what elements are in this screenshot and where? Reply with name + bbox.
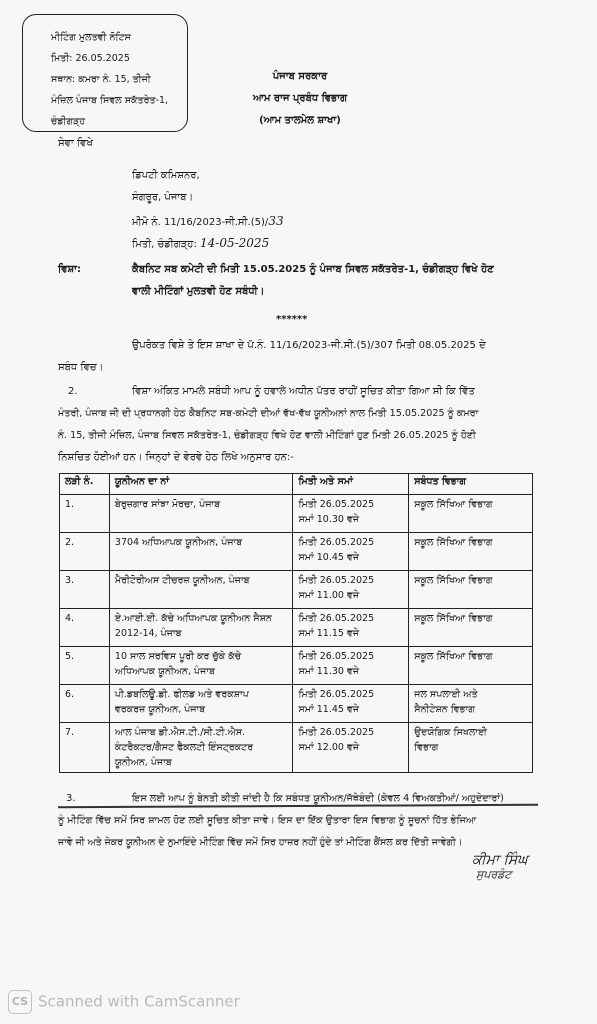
cell-date-time-text: ਮਿਤੀ 26.05.2025 [298,499,375,510]
cell-date-time-text: ਸਮਾਂ 12.00 ਵਜੇ [298,742,360,753]
para2-line-1: ਵਿਸ਼ਾ ਅੰਕਿਤ ਮਾਮਲੇ ਸਬੰਧੀ ਆਪ ਨੂੰ ਹਵਾਲੇ ਅਧੀਨ ਪੱਤਰ ਰਾਹੀਂ ਸੂਚਿਤ ਕੀਤਾ ਗਿਆ ਸੀ ਕਿ ਵਿੱਤ [132,386,475,397]
para2-line-2: ਮੰਤਰੀ, ਪੰਜਾਬ ਜੀ ਦੀ ਪ੍ਰਧਾਨਗੀ ਹੇਠ ਕੈਬਨਿਟ ਸਬ-ਕਮੇਟੀ ਦੀਆਂ ਵੱਖ-ਵੱਖ ਯੂਨੀਅਨਾਂ ਨਾਲ ਮਿਤੀ 15.05.2025 ਨੂੰ ਕਮਰਾ [58,408,479,419]
cell-union-text: ਏ.ਆਈ.ਈ. ਕੱਚੇ ਅਧਿਆਪਕ ਯੂਨੀਅਨ ਸੈਸ਼ਨ [114,613,272,624]
cell-date-time-text: ਮਿਤੀ 26.05.2025 [298,689,375,700]
table-row [60,609,533,647]
subject-line-1: ਕੈਬਨਿਟ ਸਬ ਕਮੇਟੀ ਦੀ ਮਿਤੀ 15.05.2025 ਨੂੰ ਪੰਜਾਬ ਸਿਵਲ ਸਕੱਤਰੇਤ-1, ਚੰਡੀਗੜ੍ਹ ਵਿਖੇ ਹੋਣ [132,264,494,275]
cell-serial-text: 3. [65,575,75,586]
cell-department [409,609,533,647]
cell-department-text: ਵਿਭਾਗ [414,742,439,753]
cell-union [109,647,293,685]
cell-union [109,495,293,533]
signature-name: ਕੀਮਾ ਸਿੰਘ [472,852,528,868]
cell-serial [60,685,110,723]
cell-date-time [293,533,409,571]
addressee-line-2: ਸੰਗਰੂਰ, ਪੰਜਾਬ। [132,192,194,203]
signature [472,852,528,882]
salutation: ਸੇਵਾ ਵਿਖੇ [58,138,93,149]
cell-date-time [293,723,409,773]
notice-place-line-2: ਮੰਜ਼ਿਲ ਪੰਜਾਬ ਸਿਵਲ ਸਕੱਤਰੇਤ-1, [51,95,169,106]
cell-department-text: ਸਕੂਲ ਸਿੱਖਿਆ ਵਿਭਾਗ [414,651,493,662]
para3-line-1: ਇਸ ਲਈ ਆਪ ਨੂੰ ਬੇਨਤੀ ਕੀਤੀ ਜਾਂਦੀ ਹੈ ਕਿ ਸਬੰਧਤ ਯੂਨੀਅਨ/ਜੱਥੇਬੰਦੀ (ਕੇਵਲ 4 ਵਿਅਕਤੀਆਂ/ ਅਹੁਦੇਦਾਰਾਂ) [132,793,504,804]
subject-label: ਵਿਸ਼ਾ: [58,264,81,275]
cell-date-time [293,685,409,723]
cell-department-text: ਸਕੂਲ ਸਿੱਖਿਆ ਵਿਭਾਗ [414,613,493,624]
table-row [60,571,533,609]
memo-date [132,236,269,250]
cell-department [409,571,533,609]
cell-department [409,647,533,685]
cell-union-text: ਬੇਰੁਜ਼ਗਾਰ ਸਾਂਝਾ ਮੋਰਚਾ, ਪੰਜਾਬ [114,499,221,510]
para2-line-3: ਨੰ. 15, ਤੀਜੀ ਮੰਜ਼ਿਲ, ਪੰਜਾਬ ਸਿਵਲ ਸਕੱਤਰੇਤ-1, ਚੰਡੀਗੜ੍ਹ ਵਿਖੇ ਹੋਣ ਵਾਲੀ ਮੀਟਿੰਗਾਂ ਹੁਣ ਮਿਤੀ 26.05.2025 ਨੂੰ ਹੋਣੀ [58,430,476,441]
cell-serial [60,571,110,609]
notice-place-line-1: ਸਥਾਨ: ਕਮਰਾ ਨੰ. 15, ਤੀਜੀ [51,74,151,85]
cell-date-time [293,571,409,609]
cell-date-time-text: ਮਿਤੀ 26.05.2025 [298,727,375,738]
cell-department [409,723,533,773]
addressee-line-1: ਡਿਪਟੀ ਕਮਿਸ਼ਨਰ, [132,170,200,181]
table-row [60,723,533,773]
cell-date-time-text: ਸਮਾਂ 11.00 ਵਜੇ [298,590,360,601]
meetings-table [59,473,533,773]
para1-line-1: ਉਪਰੋਕਤ ਵਿਸ਼ੇ ਤੇ ਇਸ ਸ਼ਾਖਾ ਦੇ ਪੱ.ਨੰ. 11/16/2023-ਜੀ.ਸੀ.(5)/307 ਮਿਤੀ 08.05.2025 ਦੇ [132,340,486,351]
cell-department [409,533,533,571]
cell-serial [60,533,110,571]
notice-title: ਮੀਟਿੰਗ ਮੁਲਤਵੀ ਨੋਟਿਸ [51,32,131,43]
cell-department-text: ਸਕੂਲ ਸਿੱਖਿਆ ਵਿਭਾਗ [414,499,493,510]
cell-date-time-text: ਮਿਤੀ 26.05.2025 [298,613,375,624]
table-row [60,685,533,723]
table-row [60,495,533,533]
table-row [60,533,533,571]
cell-department-text: ਸਕੂਲ ਸਿੱਖਿਆ ਵਿਭਾਗ [414,537,493,548]
cell-serial-text: 6. [65,689,75,700]
cell-date-time-text: ਮਿਤੀ 26.05.2025 [298,575,375,586]
cell-serial [60,647,110,685]
para3-line-2: ਨੂੰ ਮੀਟਿੰਗ ਵਿੱਚ ਸਮੇਂ ਸਿਰ ਸ਼ਾਮਲ ਹੋਣ ਲਈ ਸੂਚਿਤ ਕੀਤਾ ਜਾਵੇ। ਇਸ ਦਾ ਇੱਕ ਉਤਾਰਾ ਇਸ ਵਿਭਾਗ ਨੂੰ ਸੂਚਨਾਂ ਹਿੱਤ ਭੇਜਿਆ [58,815,477,826]
cell-date-time-text: ਸਮਾਂ 11.45 ਵਜੇ [298,704,360,715]
cell-union [109,685,293,723]
memo-number-printed: ਮੀਮੋ ਨੰ. 11/16/2023-ਜੀ.ਸੀ.(5)/ [132,217,269,228]
cell-department-text: ਸੈਨੀਟੇਸ਼ਨ ਵਿਭਾਗ [414,704,475,715]
header-union: ਯੂਨੀਅਨ ਦਾ ਨਾਂ [109,474,293,495]
letterhead [230,66,370,132]
cell-serial-text: 4. [65,613,75,624]
cell-serial-text: 7. [65,727,75,738]
signature-title: ਸੁਪਰਡੰਟ [476,868,512,881]
memo-number [132,214,284,228]
cell-union-text: ਕੰਟਰੈਕਟਰ/ਗੈਸਟ ਫੈਕਲਟੀ ਇੰਸਟ੍ਰਕਟਰ [114,742,254,753]
cell-date-time-text: ਸਮਾਂ 10.30 ਵਜੇ [298,514,360,525]
para3-line-3: ਜਾਵੇ ਜੀ ਅਤੇ ਜੇਕਰ ਯੂਨੀਅਨ ਦੇ ਨੁਮਾਇੰਦੇ ਮੀਟਿੰਗ ਵਿੱਚ ਸਮੇਂ ਸਿਰ ਹਾਜ਼ਰ ਨਹੀਂ ਹੁੰਦੇ ਤਾਂ ਮੀਟਿੰਗ ਕੈਂਸਲ ਕਰ ਦਿੱਤੀ ਜਾਵੇਗੀ। [58,837,463,848]
separator-asterisks: ****** [276,314,308,325]
table-body [60,495,533,773]
memo-number-handwritten: 33 [268,214,284,228]
cell-department [409,685,533,723]
cell-date-time-text: ਮਿਤੀ 26.05.2025 [298,651,375,662]
cell-date-time [293,609,409,647]
cell-union [109,533,293,571]
camscanner-logo-icon: CS [8,990,32,1014]
cell-union-text: 10 ਸਾਲ ਸਰਵਿਸ ਪੂਰੀ ਕਰ ਚੁੱਕੇ ਕੱਚੇ [114,651,242,662]
cell-union [109,609,293,647]
letterhead-department: ਆਮ ਰਾਜ ਪ੍ਰਬੰਧ ਵਿਭਾਗ [252,93,348,104]
header-department: ਸਬੰਧਤ ਵਿਭਾਗ [409,474,533,495]
cell-union-text: ਵਰਕਰਜ਼ ਯੂਨੀਅਨ, ਪੰਜਾਬ [114,704,206,715]
cell-date-time-text: ਸਮਾਂ 11.30 ਵਜੇ [298,666,360,677]
cell-union [109,571,293,609]
cell-union-text: ਆਲ ਪੰਜਾਬ ਡੀ.ਐਸ.ਟੀ./ਸੀ.ਟੀ.ਐਸ. [114,727,246,738]
cell-union-text: ਪੀ.ਡਬਲਿਊ.ਡੀ. ਫੀਲਡ ਅਤੇ ਵਰਕਸ਼ਾਪ [114,689,249,700]
cell-union-text: ਯੂਨੀਅਨ, ਪੰਜਾਬ [114,757,172,768]
cell-department-text: ਉਦਯੋਗਿਕ ਸਿਖਲਾਈ [414,727,487,738]
memo-date-prefix: ਮਿਤੀ, ਚੰਡੀਗੜ੍ਹ: [132,239,197,250]
header-date-time: ਮਿਤੀ ਅਤੇ ਸਮਾਂ [293,474,409,495]
cell-date-time-text: ਸਮਾਂ 11.15 ਵਜੇ [298,628,360,639]
cell-date-time [293,647,409,685]
notice-place-line-3: ਚੰਡੀਗੜ੍ਹ [51,116,86,127]
cell-date-time [293,495,409,533]
cell-union-text: 2012-14, ਪੰਜਾਬ [114,628,182,639]
para3-number: 3. [66,793,76,804]
cell-department-text: ਸਕੂਲ ਸਿੱਖਿਆ ਵਿਭਾਗ [414,575,493,586]
camscanner-text: Scanned with CamScanner [38,992,240,1011]
memo-date-handwritten: 14-05-2025 [200,236,270,250]
handwritten-underline [58,804,538,809]
cell-serial [60,609,110,647]
subject-line-2: ਵਾਲੀ ਮੀਟਿੰਗਾਂ ਮੁਲਤਵੀ ਹੋਣ ਸਬੰਧੀ। [132,286,265,297]
letterhead-branch: (ਆਮ ਤਾਲਮੇਲ ਸ਼ਾਖਾ) [259,115,341,126]
cell-date-time-text: ਸਮਾਂ 10.45 ਵਜੇ [298,552,360,563]
cell-department-text: ਜਲ ਸਪਲਾਈ ਅਤੇ [414,689,478,700]
cell-serial [60,723,110,773]
para2-number: 2. [68,386,78,397]
letterhead-government: ਪੰਜਾਬ ਸਰਕਾਰ [272,71,328,82]
cell-union [109,723,293,773]
cell-union-text: ਮੈਰੀਟੋਰੀਅਸ ਟੀਚਰਜ਼ ਯੂਨੀਅਨ, ਪੰਜਾਬ [114,575,250,586]
cell-date-time-text: ਮਿਤੀ 26.05.2025 [298,537,375,548]
cell-serial-text: 5. [65,651,75,662]
cell-serial-text: 2. [65,537,75,548]
notice-date: ਮਿਤੀ: 26.05.2025 [51,53,130,64]
cell-union-text: ਅਧਿਆਪਕ ਯੂਨੀਅਨ, ਪੰਜਾਬ [114,666,215,677]
cell-serial-text: 1. [65,499,75,510]
para2-line-4: ਨਿਸ਼ਚਿਤ ਹੋਈਆਂ ਹਨ। ਜਿਨ੍ਹਾਂ ਦੇ ਵੇਰਵੇ ਹੇਠ ਲਿਖੇ ਅਨੁਸਾਰ ਹਨ:- [58,452,294,463]
header-serial: ਲੜੀ ਨੰ. [60,474,110,495]
cell-serial [60,495,110,533]
para1-line-2: ਸਬੰਧ ਵਿਚ। [58,362,104,373]
table-header-row [60,474,533,495]
camscanner-watermark [8,990,240,1014]
cell-department [409,495,533,533]
table-row [60,647,533,685]
cell-union-text: 3704 ਅਧਿਆਪਕ ਯੂਨੀਅਨ, ਪੰਜਾਬ [114,537,243,548]
postponement-notice-stamp [22,14,188,132]
